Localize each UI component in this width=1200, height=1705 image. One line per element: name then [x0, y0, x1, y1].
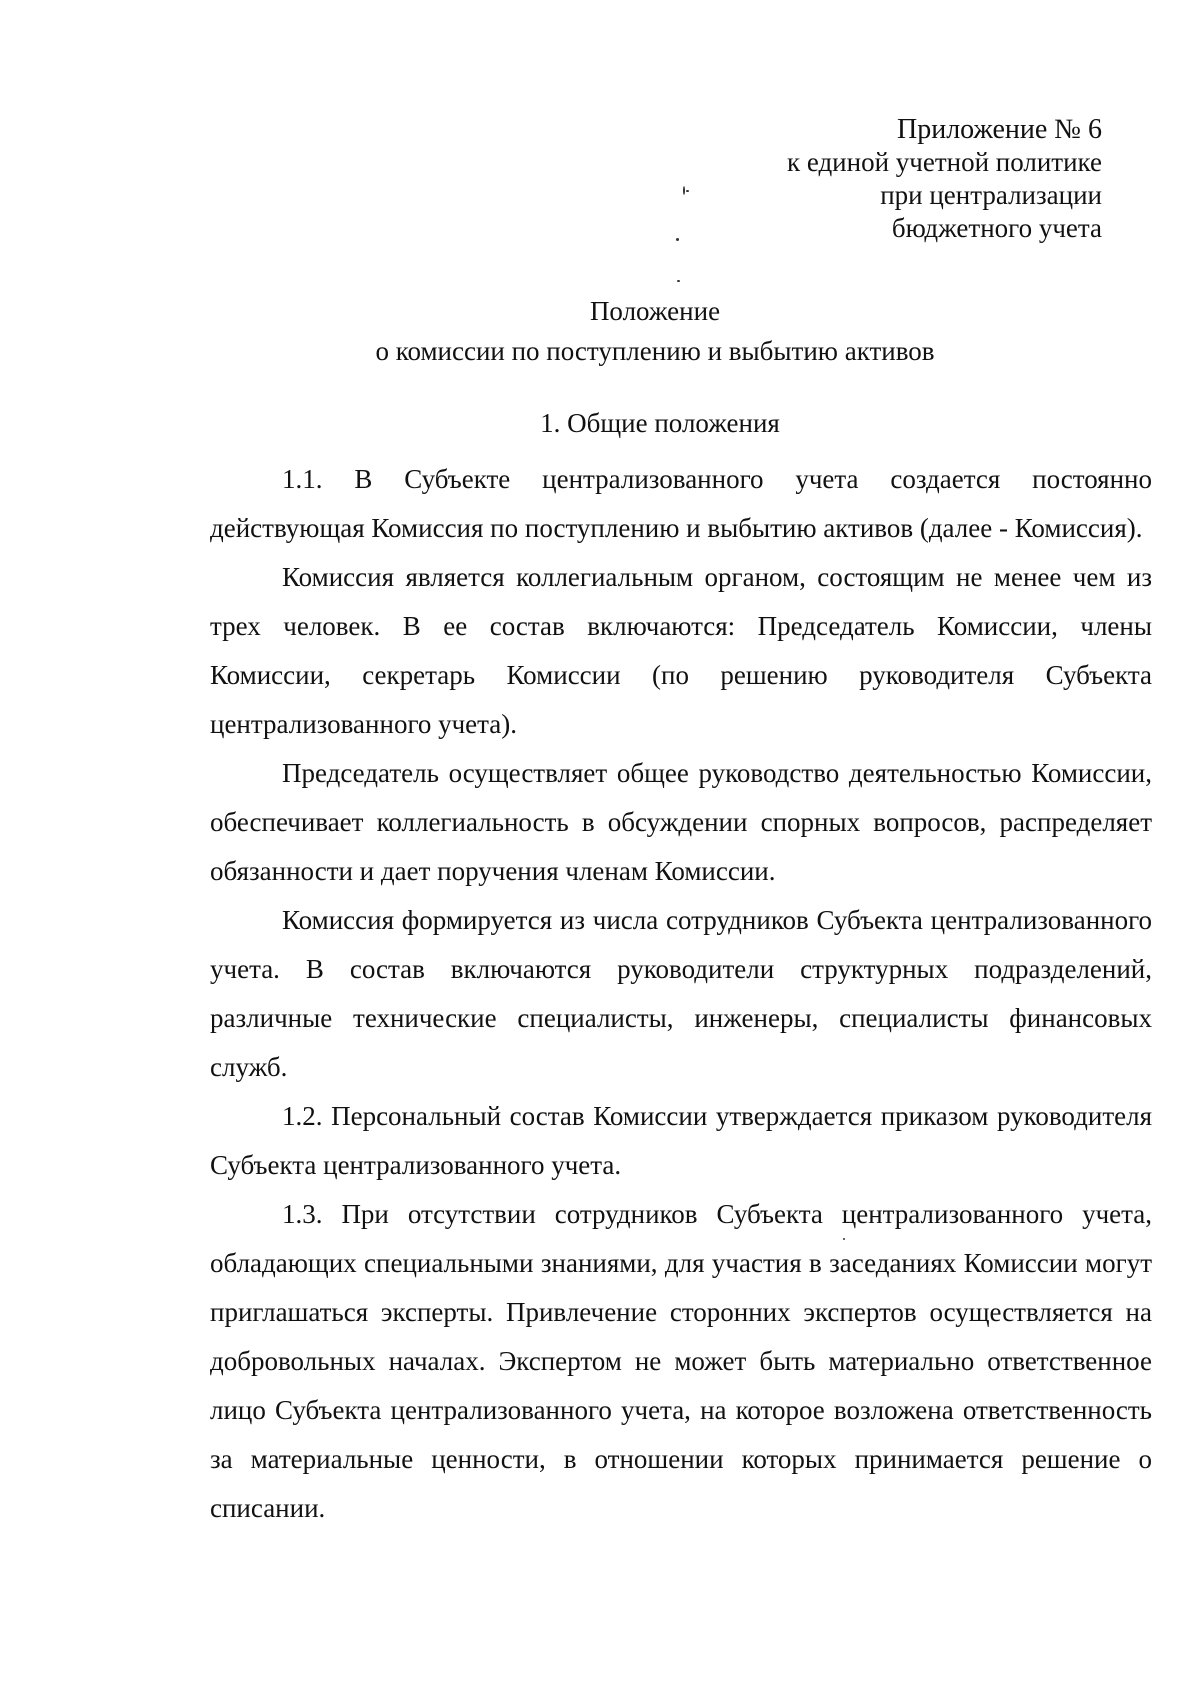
- scan-speck: [686, 190, 689, 192]
- paragraph-1-3: 1.3. При отсутствии сотрудников Субъекта централизованного учета, обладающих специальными знаниями, для участия в заседаниях Комиссии могут приглашаться эксперты. Привлечение сторонних экспертов осуществляется на добровольных началах. Экспертом не может быть материально ответственное лицо Субъекта централизованного учета, на которое возложена ответственность за материальные ценности, в отношении которых принимается решение о списании.: [210, 1199, 1152, 1523]
- paragraph-chairman: Председатель осуществляет общее руководство деятельностью Комиссии, обеспечивает коллегиальность в обсуждении спорных вопросов, распределяет обязанности и дает поручения членам Комиссии.: [210, 758, 1152, 886]
- appendix-line-4: бюджетного учета: [891, 213, 1102, 243]
- appendix-header: [787, 113, 1102, 245]
- paragraph-1-2: 1.2. Персональный состав Комиссии утверждается приказом руководителя Субъекта централизованного учета.: [210, 1101, 1152, 1180]
- appendix-line-2: к единой учетной политике: [786, 147, 1102, 177]
- scan-speck: [677, 280, 680, 282]
- scan-speck: [683, 186, 685, 195]
- section-heading: 1. Общие положения: [540, 408, 780, 438]
- document-title: Положение: [589, 296, 721, 326]
- paragraph-formation: Комиссия формируется из числа сотрудников Субъекта централизованного учета. В состав включаются руководители структурных подразделений, различные технические специалисты, инженеры, специалисты финансовых служб.: [210, 905, 1152, 1082]
- document-body: [210, 455, 1152, 1533]
- paragraph-1-1: 1.1. В Субъекте централизованного учета создается постоянно действующая Комиссия по поступлению и выбытию активов (далее - Комиссия).: [210, 464, 1152, 543]
- document-subtitle: о комиссии по поступлению и выбытию активов: [375, 336, 935, 366]
- appendix-line-3: при централизации: [880, 180, 1102, 210]
- paragraph-composition: Комиссия является коллегиальным органом, состоящим не менее чем из трех человек. В ее состав включаются: Председатель Комиссии, члены Комиссии, секретарь Комиссии (по решению руководителя Субъекта централизованного учета).: [210, 562, 1152, 739]
- scan-speck: [676, 238, 679, 241]
- appendix-number: Приложение № 6: [897, 114, 1102, 145]
